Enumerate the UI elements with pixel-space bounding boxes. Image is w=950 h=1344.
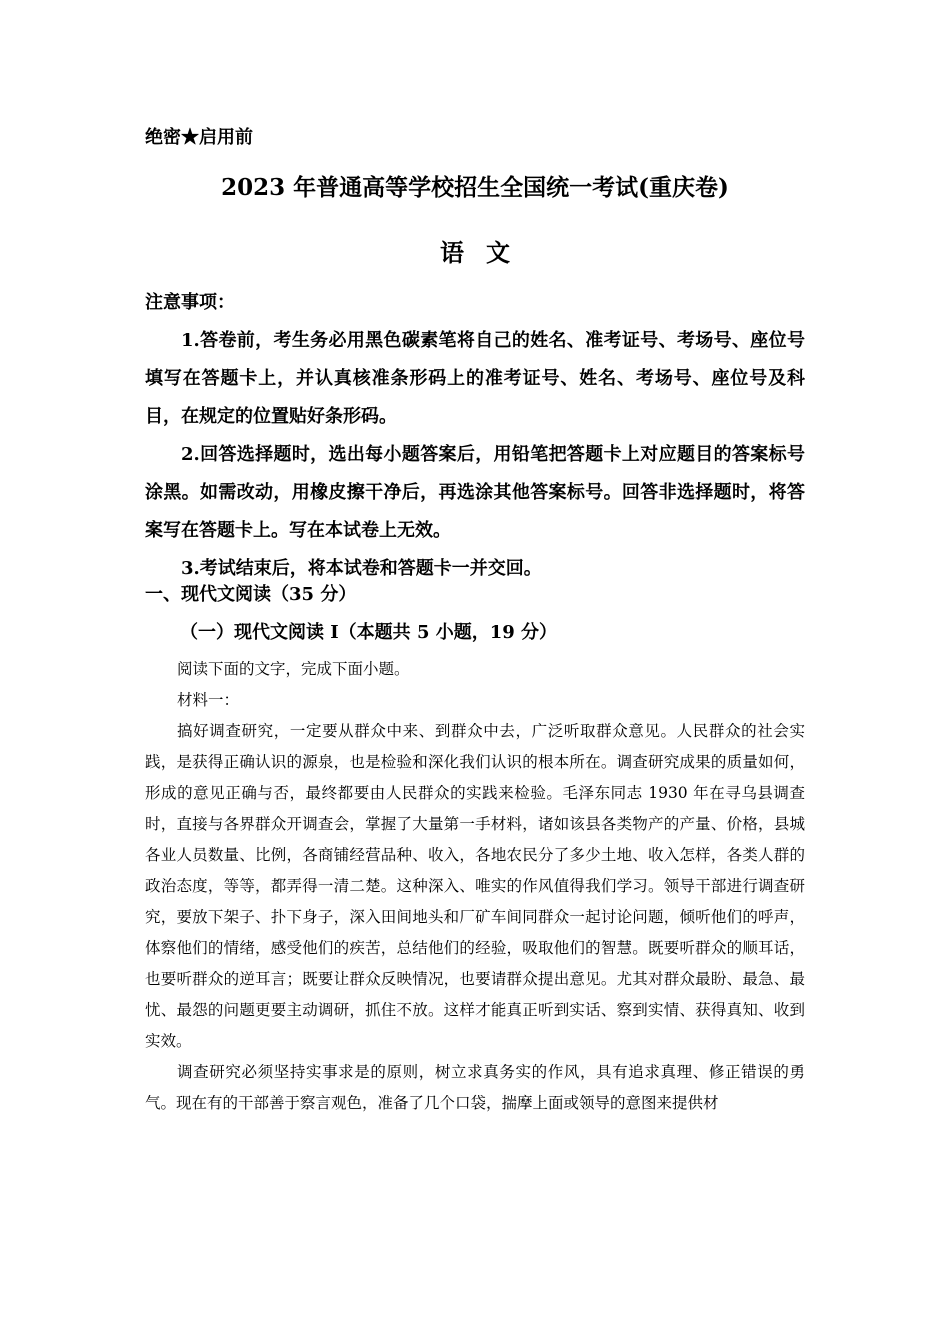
passage-paragraph: 调查研究必须坚持实事求是的原则，树立求真务实的作风，具有追求真理、修正错误的勇气。现在有的干部善于察言观色，准备了几个口袋，揣摩上面或领导的意图来提供材 (145, 1063, 805, 1112)
notes-item: 2.回答选择题时，选出每小题答案后，用铅笔把答题卡上对应题目的答案标号涂黑。如需改动，用橡皮擦干净后，再选涂其他答案标号。回答非选择题时，将答案写在答题卡上。写在本试卷上无效。 (145, 444, 805, 541)
notes-item: 3.考试结束后，将本试卷和答题卡一并交回。 (181, 558, 542, 579)
notes-item: 1.答卷前，考生务必用黑色碳素笔将自己的姓名、准考证号、考场号、座位号填写在答题卡上，并认真核准条形码上的准考证号、姓名、考场号、座位号及科目，在规定的位置贴好条形码。 (145, 330, 805, 427)
notes-heading: 注意事项： (145, 292, 235, 313)
subsection-title: （一）现代文阅读 I（本题共 5 小题，19 分） (180, 622, 558, 643)
passage-paragraph: 搞好调查研究，一定要从群众中来、到群众中去，广泛听取群众意见。人民群众的社会实践，是获得正确认识的源泉，也是检验和深化我们认识的根本所在。调查研究成果的质量如何，形成的意见正确与否，最终都要由人民群众的实践来检验。毛泽东同志 1930 年在寻乌县调查时，直接与各界群众开调查会，掌握了大量第一手材料，诸如该县各类物产的产量、价格，县城各业人员数量、比例，各商铺经营品种、收入，各地农民分了多少土地、收入怎样，各类人群的政治态度，等等，都弄得一清二楚。这种深入、唯实的作风值得我们学习。领导干部进行调查研究，要放下架子、扑下身子，深入田间地头和厂矿车间同群众一起讨论问题，倾听他们的呼声，体察他们的情绪，感受他们的疾苦，总结他们的经验，吸取他们的智慧。既要听群众的顺耳话，也要听群众的逆耳言；既要让群众反映情况，也要请群众提出意见。尤其对群众最盼、最急、最忧、最怨的问题更要主动调研，抓住不放。这样才能真正听到实话、察到实情、获得真知、收到实效。 (145, 722, 805, 1050)
material-label: 材料一： (177, 691, 240, 709)
reading-passage (145, 654, 805, 1119)
section-title: 一、现代文阅读（35 分） (145, 584, 357, 605)
confidential-label: 绝密★启用前 (145, 127, 253, 148)
exam-title: 2023 年普通高等学校招生全国统一考试(重庆卷) (221, 174, 729, 201)
reading-instruction: 阅读下面的文字，完成下面小题。 (177, 660, 410, 678)
subject-title: 语文 (440, 238, 532, 267)
exam-notes (145, 288, 805, 588)
